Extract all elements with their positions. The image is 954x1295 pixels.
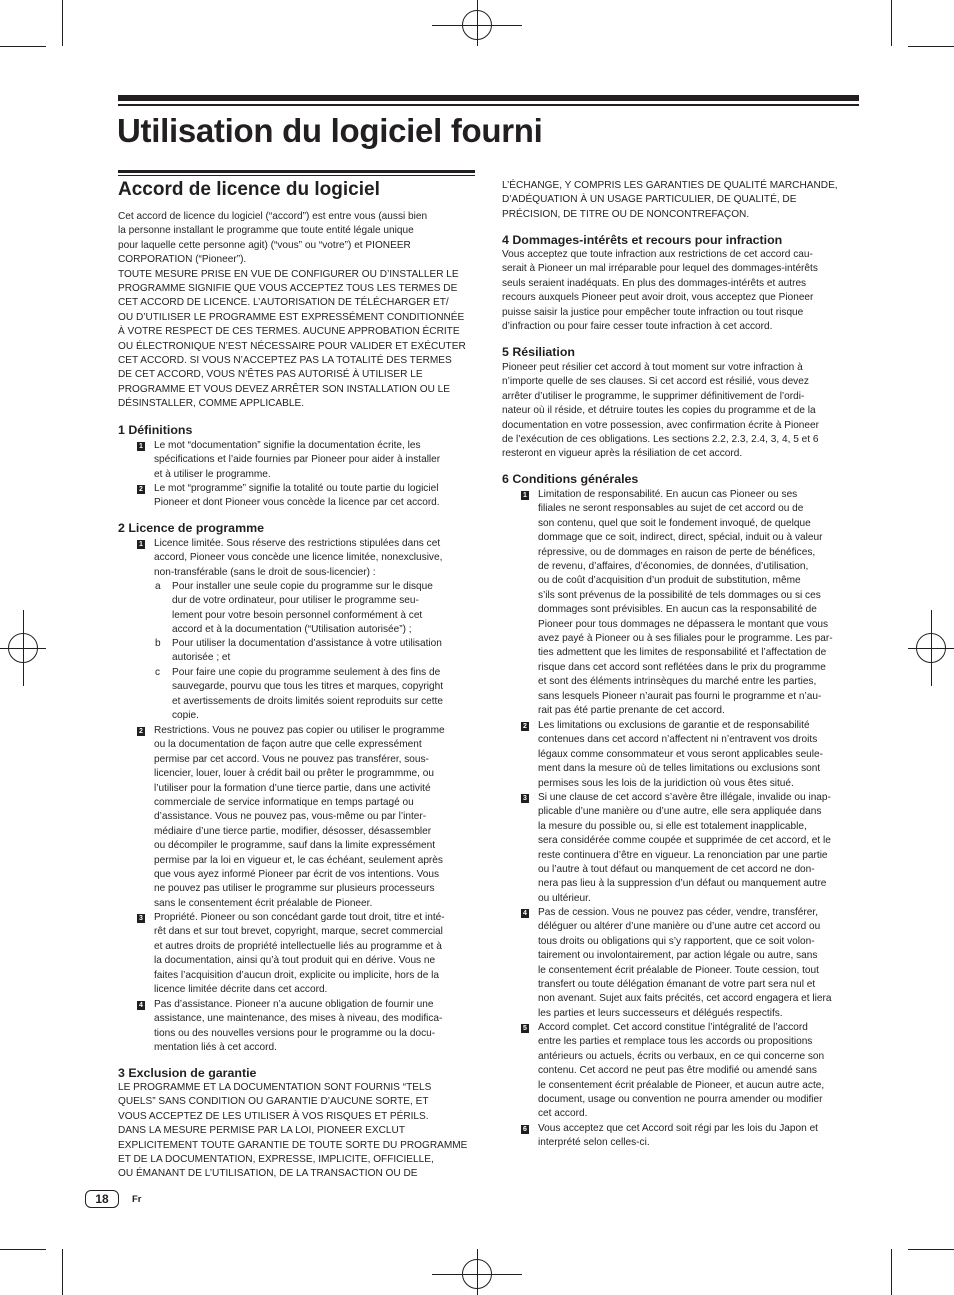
text-line: et sont des éléments intrinsèques du marché entre les parties, [538, 676, 817, 688]
item-number: 4 [137, 1001, 145, 1010]
text-line: ET DE LA DOCUMENTATION, EXPRESSE, IMPLICITE, OFFICIELLE, [118, 1154, 434, 1166]
section-rule-thick [118, 170, 475, 173]
text-line: permise par la loi en vigueur et, le cas échéant, seulement après [154, 854, 443, 866]
text-line: QUELS” SANS CONDITION OU GARANTIE D’AUCUNE SORTE, ET [118, 1096, 429, 1108]
text-line: puisse saisir la justice pour empêcher toute infraction ou tout risque [502, 306, 804, 318]
dommages-paragraph [502, 248, 818, 334]
condition-clause-illegale [538, 791, 831, 906]
text-line: ou de coût d’acquisition d’un produit de substitution, même [538, 575, 801, 587]
text-line: Pioneer et dont Pioneer vous concède la licence par cet accord. [154, 497, 440, 509]
text-line: Le mot “documentation” signifie la documentation écrite, les [154, 440, 421, 451]
text-line: Les limitations ou exclusions de garantie et de responsabilité [538, 720, 810, 731]
text-line: faites l’acquisition d’aucun droit, explicite ou implicite, hors de la [154, 969, 440, 981]
text-line: mentation liés à cet accord. [154, 1042, 277, 1054]
licence-assistance [154, 998, 442, 1056]
text-line: de l’exécution de ces obligations. Les sections 2.2, 2.3, 2.4, 3, 4, 5 et 6 [502, 434, 819, 446]
subsection-title-licence: 2 Licence de programme [118, 521, 264, 535]
text-line: n’importe quelle de ses clauses. Si cet accord est résilié, vous devez [502, 376, 809, 388]
text-line: sans le consentement écrit préalable de Pioneer. [154, 897, 373, 909]
text-line: PRÉCISION, DE TITRE OU DE NONCONTREFAÇON. [502, 208, 750, 220]
text-line: arrêter d’utiliser le programme, le supprimer définitivement de l’ordi- [502, 390, 805, 402]
text-line: autorisée ; et [172, 652, 231, 664]
item-number: 2 [137, 485, 145, 494]
text-line: d’assistance. Vous ne pouvez pas, vous-même ou par l’inter- [154, 811, 427, 823]
text-line: Pas d’assistance. Pioneer n’a aucune obligation de fournir une [154, 999, 434, 1010]
text-line: LE PROGRAMME ET LA DOCUMENTATION SONT FOURNIS “TELS [118, 1082, 432, 1093]
condition-exclusions [538, 719, 823, 791]
text-line: répressive, ou de dommages en raison de perte de bénéfices, [538, 546, 816, 558]
chapter-title: Utilisation du logiciel fourni [117, 112, 543, 149]
text-line: Si une clause de cet accord s’avère être illégale, invalide ou inap- [538, 792, 831, 803]
text-line: son contenu, quel que soit le fondement invoqué, de quelque [538, 517, 811, 529]
licence-item-c [172, 666, 443, 724]
text-line: ou l’autre à tout défaut ou manquement de cet accord ne don- [538, 864, 815, 876]
text-line: TOUTE MESURE PRISE EN VUE DE CONFIGURER OU D’INSTALLER LE [118, 268, 459, 280]
item-letter: a [155, 581, 161, 592]
text-line: s’ils sont prévenus de la possibilité de tels dommages ou si ces [538, 589, 821, 601]
text-line: Vous acceptez que cet Accord soit régi par les lois du Japon et [538, 1123, 818, 1134]
text-line: contenu. Cet accord ne peut pas être modifié ou amendé sans [538, 1065, 817, 1077]
definition-programme [154, 482, 440, 511]
text-line: l’utiliser pour la formation d’une tierce partie, dans une activité [154, 782, 431, 794]
text-line: commerciale de service informatique en temps partagé ou [154, 797, 414, 809]
text-line: le consentement écrit préalable de Pioneer. Toute cession, tout [538, 964, 819, 976]
section-rule-thin [118, 175, 475, 176]
text-line: transfert ou toute délégation émanant de votre part sera nul et [538, 979, 816, 991]
text-line: Le mot “programme” signifie la totalité ou toute partie du logiciel [154, 483, 439, 494]
subsection-title-conditions: 6 Conditions générales [502, 472, 639, 486]
text-line: Limitation de responsabilité. En aucun cas Pioneer ou ses [538, 489, 798, 500]
text-line: interprété selon celles-ci. [538, 1137, 650, 1149]
text-line: lement pour votre besoin personnel conformément à cet [172, 609, 423, 621]
text-line: Accord complet. Cet accord constitue l’intégralité de l’accord [538, 1022, 808, 1033]
text-line: dommages sont prévisibles. En aucun cas la responsabilité de [538, 604, 817, 616]
text-line: cet accord. [538, 1108, 588, 1120]
subsection-title-resiliation: 5 Résiliation [502, 345, 575, 359]
text-line: PROGRAMME SIGNIFIE QUE VOUS ACCEPTEZ TOUS LES TERMES DE [118, 283, 458, 295]
exclusion-paragraph-part2 [502, 179, 838, 222]
licence-item-b [172, 637, 442, 666]
text-line: Restrictions. Vous ne pouvez pas copier ou utiliser le programme [154, 725, 445, 736]
text-line: déléguer ou altérer d’une manière ou d’une autre cet accord ou [538, 921, 821, 933]
text-line: sera considérée comme coupée et supprimée de cet accord, et le [538, 835, 831, 847]
text-line: DE CET ACCORD, VOUS N’ÊTES PAS AUTORISÉ À UTILISER LE [118, 369, 423, 381]
item-letter: c [155, 667, 161, 678]
text-line: sauvegarde, pourvu que tous les titres et marques, copyright [172, 681, 443, 693]
text-line: Vous acceptez que toute infraction aux restrictions de cet accord cau- [502, 249, 813, 260]
licence-item-a [172, 580, 433, 638]
text-line: accord, Pioneer vous concède une licence limitée, nonexclusive, [154, 552, 443, 564]
text-line: Propriété. Pioneer ou son concédant garde tout droit, titre et inté- [154, 912, 445, 923]
language-code: Fr [132, 1194, 142, 1205]
item-number: 2 [521, 722, 529, 731]
text-line: et avertissements de droits limités soient reproduits sur cette [172, 695, 443, 707]
text-line: contenues dans cet accord n’affectent ni n’entravent vos droits [538, 734, 818, 746]
text-line: rait pas été partie prenante de cet accord. [538, 705, 725, 717]
item-number: 6 [521, 1125, 529, 1134]
text-line: ties admettent que les limites de responsabilité et l’affectation de [538, 647, 827, 659]
text-line: DÉSINSTALLER, COMME APPLICABLE. [118, 398, 305, 410]
item-number: 1 [521, 491, 529, 500]
text-line: la mesure du possible ou, si elle est totalement inapplicable, [538, 820, 807, 832]
intro-paragraph [118, 210, 466, 412]
page-number: 18 [85, 1190, 119, 1208]
text-line: À VOTRE RESPECT DE CES TERMES. AUCUNE APPROBATION ÉCRITE [118, 326, 460, 338]
licence-limitee [154, 537, 442, 580]
text-line: risque dans cet accord sont reflétées dans le prix du programme [538, 661, 826, 673]
text-line: OU ÉLECTRONIQUE N’EST NÉCESSAIRE POUR VALIDER ET EXÉCUTER [118, 340, 466, 352]
text-line: de revenu, d’affaires, d’économies, de données, d’utilisation, [538, 561, 809, 573]
text-line: nateur où il réside, et détruire toutes les copies du programme et de la [502, 405, 816, 417]
text-line: d’infraction ou pour faire cesser toute infraction à cet accord. [502, 321, 773, 333]
item-number: 3 [521, 794, 529, 803]
text-line: ou décompiler le programme, sauf dans la limite expressément [154, 840, 436, 852]
condition-accord-complet [538, 1021, 824, 1122]
text-line: Cet accord de licence du logiciel (“accord”) est entre vous (aussi bien [118, 211, 428, 222]
section-title: Accord de licence du logiciel [118, 179, 380, 200]
chapter-rule-thick [118, 95, 859, 101]
text-line: tions ou des nouvelles versions pour le programme ou la docu- [154, 1027, 436, 1039]
item-number: 4 [521, 909, 529, 918]
text-line: Pioneer peut résilier cet accord à tout moment sur votre infraction à [502, 362, 803, 373]
text-line: documentation en votre possession, avec confirmation écrite à Pioneer [502, 419, 820, 431]
item-number: 1 [137, 540, 145, 549]
item-number: 5 [521, 1024, 529, 1033]
text-line: médiaire d’une tierce partie, modifier, désosser, désassembler [154, 825, 432, 837]
subsection-title-exclusion: 3 Exclusion de garantie [118, 1066, 257, 1080]
item-number: 1 [137, 442, 145, 451]
text-line: les parties et leurs successeurs et délégués respectifs. [538, 1007, 783, 1019]
text-line: pour laquelle cette personne agit) (“vous” ou “votre”) et PIONEER [118, 239, 411, 251]
chapter-rule-thin [118, 104, 859, 106]
text-line: que vous ayez informé Pioneer par écrit de vos intentions. Vous [154, 869, 440, 881]
condition-cession [538, 906, 831, 1021]
text-line: dur de votre ordinateur, pour utiliser le programme seu- [172, 595, 419, 607]
text-line: Pour faire une copie du programme seulement à des fins de [172, 667, 441, 678]
text-line: copie. [172, 710, 199, 722]
text-line: Pour utiliser la documentation d’assistance à votre utilisation [172, 638, 442, 649]
text-line: accord et à la documentation (“Utilisation autorisée”) ; [172, 624, 412, 636]
text-line: recours auxquels Pioneer peut avoir droit, vous acceptez que Pioneer [502, 292, 814, 304]
subsection-title-definitions: 1 Définitions [118, 423, 193, 437]
text-line: L’ÉCHANGE, Y COMPRIS LES GARANTIES DE QUALITÉ MARCHANDE, [502, 180, 838, 191]
text-line: Pour installer une seule copie du programme sur le disque [172, 581, 433, 592]
text-line: PROGRAMME ET VOUS DEVEZ ARRÊTER SON INSTALLATION OU LE [118, 383, 451, 395]
text-line: document, usage ou convention ne pourra amender ou modifier [538, 1094, 823, 1106]
text-line: et autres droits de propriété intellectuelle liés au programme et à [154, 940, 442, 952]
text-line: nera pas lieu à la suppression d’un défaut ou manquement autre [538, 878, 827, 890]
text-line: ment dans la mesure où de telles limitations ou exclusions sont [538, 763, 821, 775]
text-line: EXPLICITEMENT TOUTE GARANTIE DE TOUTE SORTE DU PROGRAMME [118, 1139, 468, 1151]
text-line: Pas de cession. Vous ne pouvez pas céder, vendre, transférer, [538, 907, 818, 918]
text-line: resteront en vigueur après la résiliation de cet accord. [502, 448, 743, 460]
text-line: reste continuera d’être en vigueur. La renonciation par une partie [538, 849, 828, 861]
text-line: la documentation, ainsi qu’à tout produit qui en dérive. Vous ne [154, 955, 436, 967]
text-line: CET ACCORD. SI VOUS N’ACCEPTEZ PAS LA TOTALITÉ DES TERMES [118, 355, 452, 367]
text-line: ou la documentation de façon autre que celle expressément [154, 739, 422, 751]
definition-documentation [154, 439, 440, 482]
text-line: non-transférable (sans le droit de sous-licencier) : [154, 566, 376, 578]
text-line: tous droits ou obligations qui s’y rapportent, que ce soit volon- [538, 935, 815, 947]
condition-limitation [538, 488, 833, 719]
text-line: assistance, une maintenance, des mises à niveau, des modifica- [154, 1013, 443, 1025]
exclusion-paragraph-part1 [118, 1081, 467, 1182]
item-number: 2 [137, 727, 145, 736]
text-line: le consentement écrit préalable de Pioneer, et aucun autre acte, [538, 1079, 825, 1091]
licence-propriete [154, 911, 445, 997]
item-letter: b [155, 638, 161, 649]
text-line: et à utiliser le programme. [154, 468, 271, 480]
text-line: antérieurs ou actuels, écrits ou verbaux, en ce qui concerne son [538, 1050, 825, 1062]
text-line: ne pouvez pas utiliser le programme sur plusieurs processeurs [154, 883, 435, 895]
text-line: VOUS ACCEPTEZ DE LES UTILISER À VOS RISQUES ET PÉRILS. [118, 1110, 429, 1122]
text-line: CORPORATION (“Pioneer”). [118, 254, 247, 266]
text-line: avez payé à Pioneer ou à ses filiales pour le programme. Les par- [538, 633, 833, 645]
text-line: Pioneer pour tous dommages ne dépassera le montant que vous [538, 618, 829, 630]
text-line: Licence limitée. Sous réserve des restrictions stipulées dans cet [154, 538, 441, 549]
text-line: CET ACCORD DE LICENCE. L’AUTORISATION DE TÉLÉCHARGER ET/ [118, 297, 449, 309]
item-number: 3 [137, 914, 145, 923]
text-line: entre les parties et remplace tous les accords ou propositions [538, 1036, 813, 1048]
text-line: dommage que ce soit, indirect, direct, spécial, induit ou à valeur [538, 532, 823, 544]
text-line: plicable d’une manière ou d’une autre, elle sera appliquée dans [538, 806, 822, 818]
text-line: D’ADÉQUATION À UN USAGE PARTICULIER, DE QUALITÉ, DE [502, 194, 797, 206]
text-line: permises sous les lois de la juridiction où vous êtes situé. [538, 777, 794, 789]
text-line: spécifications et l’aide fournies par Pioneer pour aider à installer [154, 454, 441, 466]
text-line: serait à Pioneer un mal irréparable pour lequel des dommages-intérêts [502, 263, 818, 275]
text-line: DANS LA MESURE PERMISE PAR LA LOI, PIONEER EXCLUT [118, 1125, 406, 1137]
text-line: permise par cet accord. Vous ne pouvez pas transférer, sous- [154, 753, 429, 765]
text-line: licence limitée décrite dans cet accord. [154, 984, 328, 996]
text-line: tairement ou involontairement, par action légale ou autre, sans [538, 950, 818, 962]
subsection-title-dommages: 4 Dommages-intérêts et recours pour infraction [502, 233, 783, 247]
text-line: seuls seraient inadéquats. En plus des dommages-intérêts et autres [502, 277, 807, 289]
text-line: OU D’UTILISER LE PROGRAMME EST EXPRESSÉMENT CONDITIONNÉE [118, 311, 465, 323]
text-line: sans lesquels Pioneer n’aurait pas fourni le programme et n’au- [538, 690, 822, 702]
text-line: légaux comme consommateur et vous seront applicables seule- [538, 748, 824, 760]
text-line: filiales ne seront responsables au sujet de cet accord ou de [538, 503, 804, 515]
condition-loi-japon [538, 1122, 818, 1151]
text-line: rêt dans et sur tout brevet, copyright, marque, secret commercial [154, 926, 443, 938]
text-line: licencier, louer, louer à crédit bail ou prêter le programmme, ou [154, 768, 434, 780]
text-line: non avenant. Sujet aux faits précités, cet accord engagera et liera [538, 993, 832, 1005]
text-line: ou ultérieur. [538, 892, 591, 904]
text-line: OU ÉMANANT DE L’UTILISATION, DE LA TRANSACTION OU DE [118, 1168, 418, 1180]
licence-restrictions [154, 724, 445, 911]
text-line: la personne installant le programme que toute entité légale unique [118, 225, 414, 237]
resiliation-paragraph [502, 361, 819, 462]
